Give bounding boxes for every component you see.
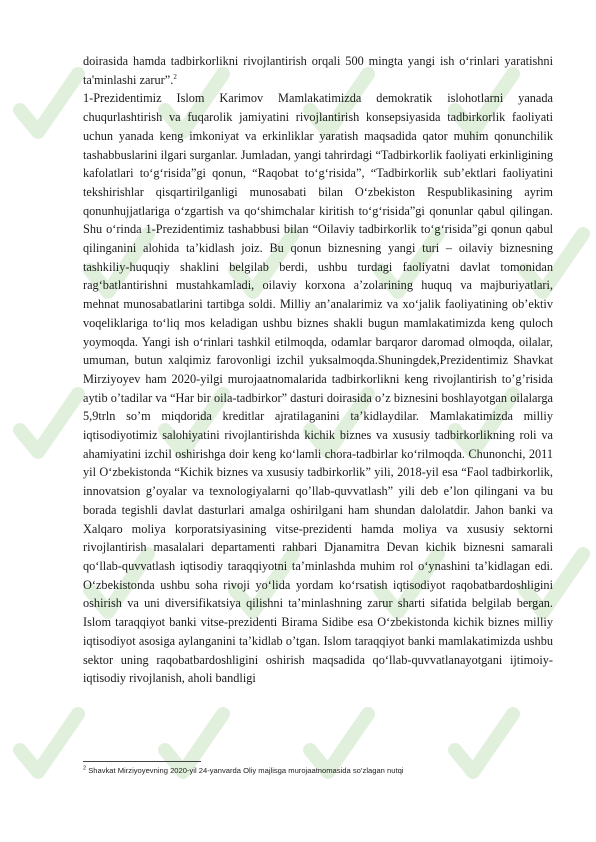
footnote <box>83 766 553 776</box>
body-text <box>83 52 553 688</box>
checkmark-watermark-icon <box>20 714 78 772</box>
paragraph-2: 1-Prezidentimiz Islom Karimov Mamlakatimizda demokratik islohotlarni yanada chuqurlashtirish va fuqarolik jamiyatini rivojlantirish konsepsiyasida tadbirkorlik faoliyati uchun yanada keng imkoniyat va erkinliklar yaratish maqsadida qator muhim qonunchilik tashabbuslarini ilgari surganlar. Jumladan, yangi tahrirdagi “Tadbirkorlik faoliyati erkinligining kafolatlari to‘g‘risida”gi qonun, “Raqobat to‘g‘risida”, “Tadbirkorlik sub’ektlari faoliyatini tekshirishlar qisqartirilganligi munosabati bilan O‘zbekiston Respublikasining ayrim qonunhujjatlariga o‘zgartish va qo‘shimchalar kiritish to‘g‘risida”gi qonunlar qabul qilingan. Shu o‘rinda 1-Prezidentimiz tashabbusi bilan “Oilaviy tadbirkorlik to‘g‘risida”gi qonun qabul qilinganini alohida ta’kidlash joiz. Bu qonun biznesning yangi turi – oilaviy biznesning tashkiliy-huquqiy shaklini belgilab berdi, ushbu turdagi faoliyatni davlat tomonidan rag‘batlantirishni mustahkamladi, oilaviy korxona a’zolarining huquq va majburiyatlari, mehnat munosabatlarini tartibga soldi. Milliy an’analarimiz va xo‘jalik faoliyatining ob’ektiv voqeliklariga to‘liq mos keladigan ushbu biznes shakli bugun mamlakatimizda keng quloch yoymoqda. Yangi ish o‘rinlari tashkil etilmoqda, odamlar barqaror daromad olmoqda, oilalar, umuman, butun xalqimiz farovonligi izchil yuksalmoqda.Shuningdek,Prezidentimiz Shavkat Mirziyoyev ham 2020-yilgi murojaatnomalarida tadbirkorlikni keng rivojlantirish to’g’risida aytib o’tadilar va “Har bir oila-tadbirkor” dasturi doirasida o’z biznesini boshlayotgan oilalarga 5,9trln so’m miqdorida kreditlar ajratilaganini ta’kidlaydilar. Mamlakatimizda milliy iqtisodiyotimiz salohiyatini rivojlantirishda kichik biznes va xususiy tadbirkorlikning roli va ahamiyatini izchil oshirishga doir keng ko‘lamli chora-tadbirlar ko‘rilmoqda. Chunonchi, 2011 yil O‘zbekistonda “Kichik biznes va xususiy tadbirkorlik” yili, 2018-yil esa “Faol tadbirkorlik, innovatsion g’oyalar va texnologiyalarni qo’llab-quvvatlash” yili deb e’lon qilingani va bu borada tegishli davlat dasturlari amalga oshirilgani ham shundan dalolatdir. Jahon banki va Xalqaro moliya korporatsiyasining vitse-prezidenti hamda moliya va xususiy sektorni rivojlantirish masalalari departamenti rahbari Djanamitra Devan kichik biznesni samarali qo‘llab-quvvatlash iqtisodiy taraqqiyotni ta’minlashda muhim rol o‘ynashini ta’kidlagan edi. O‘zbekistonda ushbu soha rivoji yo‘lida yordam ko‘rsatish iqtisodiyot raqobatbardoshligini oshirish va uni diversifikatsiya qilishni ta’minlashning zarur sharti sifatida belgilab bergan. Islom taraqqiyot banki vitse-prezidenti Birama Sidibe esa O‘zbekistonda kichik biznes milliy iqtisodiyot asosiga aylanganini ta’kidlab o’tgan. Islom taraqqiyot banki mamlakatimizda ushbu sektor uning raqobatbardoshligini oshirish maqsadida qo‘llab-quvvatlanayotgani ijtimoiy-iqtisodiy rivojlanish, aholi bandligi <box>83 91 553 686</box>
checkmark-watermark-icon <box>20 394 78 452</box>
checkmark-watermark-icon <box>20 74 78 132</box>
checkmark-watermark-icon <box>310 714 368 772</box>
checkmark-watermark-icon <box>165 714 223 772</box>
checkmark-watermark-icon <box>455 714 513 772</box>
paragraph-1-text: doirasida hamda tadbirkorlikni rivojlantirish orqali 500 mingta yangi ish o‘rinlari yaratishni ta'minlashi zarur”. <box>83 54 553 87</box>
paragraph-1 <box>83 52 553 89</box>
footnote-text: Shavkat Mirziyoyevning 2020-yil 24-yanvarda Oliy majlisga murojaatnomasida so’zlagan nutqi <box>88 766 404 775</box>
footnote-divider <box>83 761 201 762</box>
footnote-number: 2 <box>83 765 87 772</box>
footnote-reference[interactable]: 2 <box>173 72 177 81</box>
